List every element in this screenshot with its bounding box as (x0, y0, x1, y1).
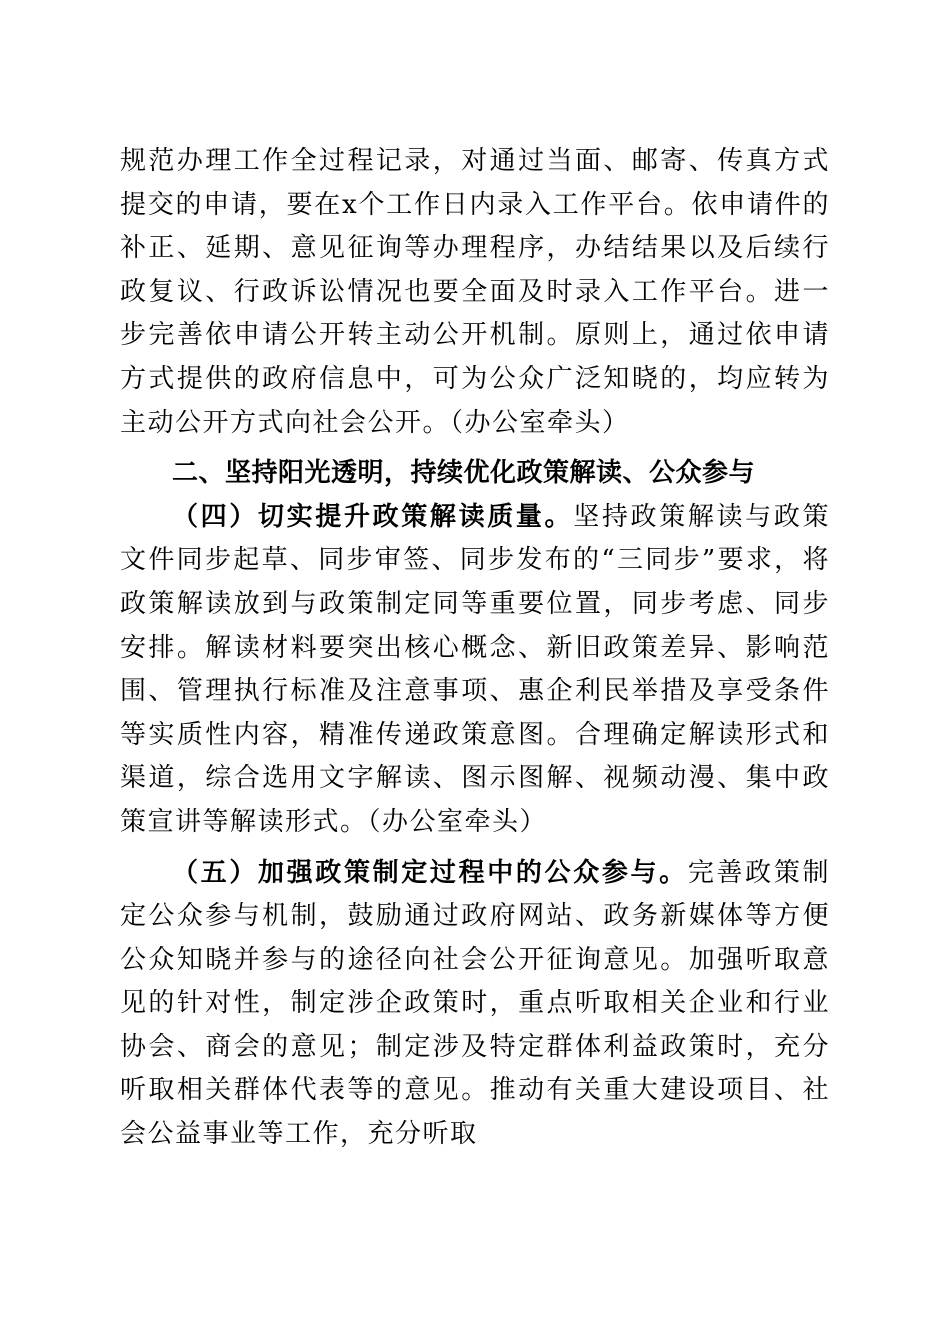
section-heading: 二、坚持阳光透明，持续优化政策解读、公众参与 (172, 458, 756, 489)
paragraph-continuation: 规范办理工作全过程记录，对通过当面、邮寄、传真方式提交的申请，要在x个工作日内录入工作平台。依申请件的补正、延期、意见征询等办理程序，办结结果以及后续行政复议、行政诉讼情况也要全面及时录入工作平台。进一步完善依申请公开转主动公开机制。原则上，通过依申请方式提供的政府信息中，可为公众广泛知晓的，均应转为主动公开方式向社会公开。（办公室牵头） (120, 146, 830, 438)
document-page (120, 140, 830, 1157)
item-five-paragraph (120, 852, 830, 1157)
item-four-title: （四）切实提升政策解读质量。 (172, 501, 574, 532)
item-five-title: （五）加强政策制定过程中的公众参与。 (172, 857, 688, 888)
item-four-body: 坚持政策解读与政策文件同步起草、同步审签、同步发布的“三同步”要求，将政策解读放到与政策制定同等重要位置，同步考虑、同步安排。解读材料要突出核心概念、新旧政策差异、影响范围、管理执行标准及注意事项、惠企利民举措及享受条件等实质性内容，精准传递政策意图。合理确定解读形式和渠道，综合选用文字解读、图示图解、视频动漫、集中政策宣讲等解读形式。（办公室牵头） (120, 501, 830, 837)
item-five-body: 完善政策制定公众参与机制，鼓励通过政府网站、政务新媒体等方便公众知晓并参与的途径向社会公开征询意见。加强听取意见的针对性，制定涉企政策时，重点听取相关企业和行业协会、商会的意见；制定涉及特定群体利益政策时，充分听取相关群体代表等的意见。推动有关重大建设项目、社会公益事业等工作，充分听取 (120, 857, 830, 1150)
item-four-paragraph (120, 496, 830, 845)
